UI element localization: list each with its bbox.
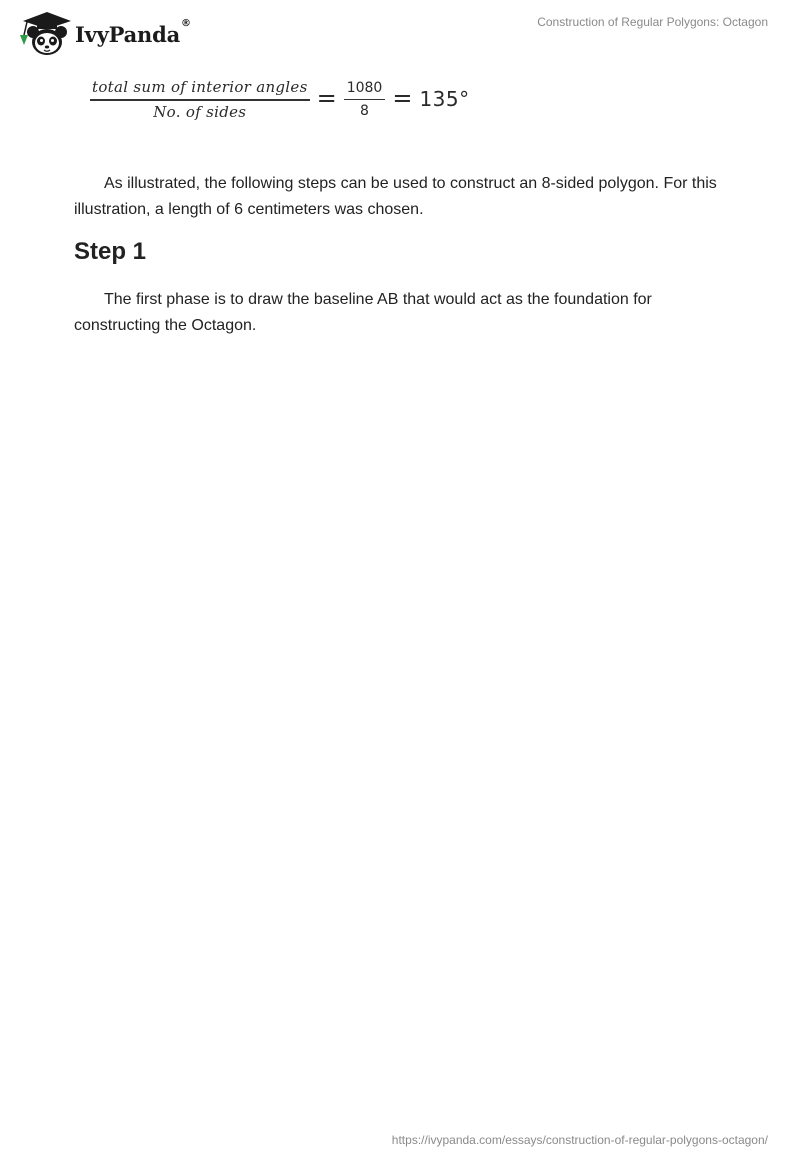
step-heading: Step 1 — [74, 238, 147, 265]
value-denominator: 8 — [360, 103, 369, 119]
value-numerator: 1080 — [346, 79, 383, 96]
panda-graduate-icon — [15, 9, 73, 57]
brand-logo[interactable] — [15, 9, 191, 57]
value-fraction — [344, 80, 386, 120]
source-url-link[interactable]: https://ivypanda.com/essays/construction-of-regular-polygons-octagon/ — [391, 1133, 768, 1147]
brand-name: IvyPanda® — [75, 17, 191, 47]
registered-mark: ® — [181, 17, 191, 29]
step-paragraph: The first phase is to draw the baseline AB that would act as the foundation for constructing the Octagon. — [74, 291, 652, 334]
equals-sign: = — [392, 84, 413, 113]
formula-result: 135° — [419, 87, 470, 112]
formula-numerator: total sum of interior angles — [92, 78, 308, 96]
formula-denominator: No. of sides — [153, 102, 247, 121]
interior-angle-formula — [90, 78, 470, 121]
formula-fraction — [90, 78, 310, 121]
document-title: Construction of Regular Polygons: Octagon — [537, 15, 768, 29]
intro-paragraph: As illustrated, the following steps can be used to construct an 8-sided polygon. For this illustration, a length of 6 centimeters was chosen. — [74, 175, 717, 218]
equals-sign: = — [316, 84, 337, 113]
